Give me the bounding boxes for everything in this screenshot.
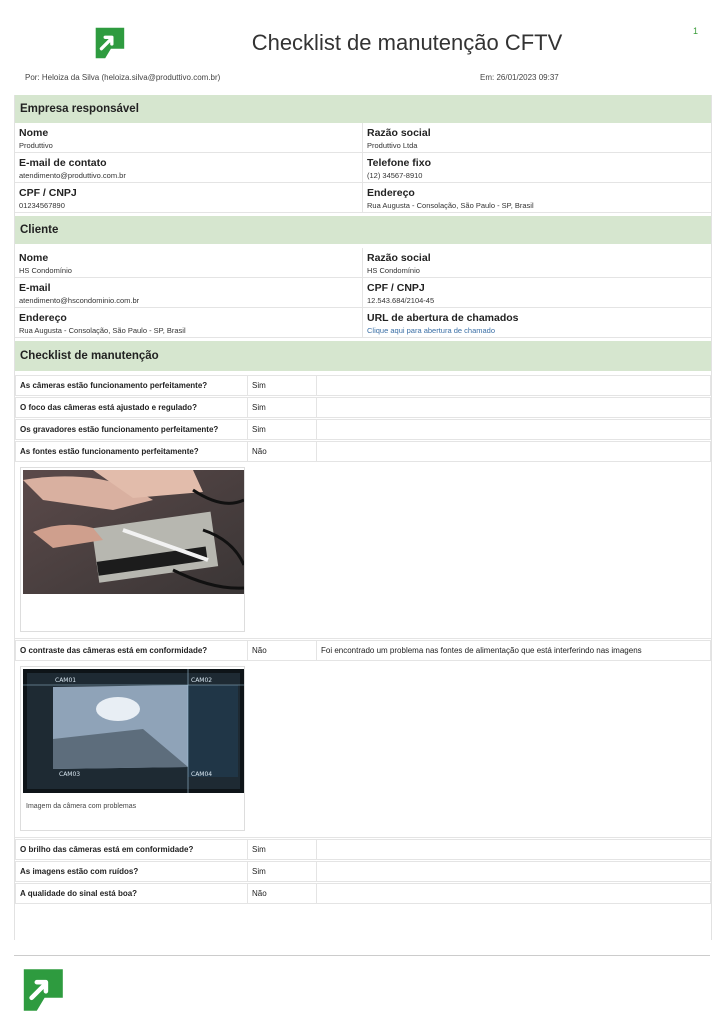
checklist-question: O brilho das câmeras está em conformidade?: [15, 839, 248, 860]
checklist-question: O contraste das câmeras está em conformidade?: [15, 640, 248, 661]
report-body: [14, 95, 712, 940]
field-label: Telefone fixo: [367, 157, 431, 169]
footer-divider: [14, 955, 710, 956]
photo-card: [20, 467, 245, 632]
field-label: Razão social: [367, 252, 431, 264]
field-label: Razão social: [367, 127, 431, 139]
checklist-question: A qualidade do sinal está boa?: [15, 883, 248, 904]
empresa-fields: [15, 123, 711, 213]
checklist-answer: Sim: [248, 839, 317, 860]
power-supply-photo[interactable]: [23, 470, 244, 594]
field-value: 12.543.684/2104-45: [367, 296, 435, 305]
empresa-telefone: [363, 153, 711, 183]
field-label: E-mail de contato: [19, 157, 107, 169]
field-label: CPF / CNPJ: [19, 187, 77, 199]
checklist-row: [15, 441, 711, 462]
field-label: Endereço: [19, 312, 67, 324]
checklist-question: Os gravadores estão funcionamento perfeitamente?: [15, 419, 248, 440]
checklist-question: O foco das câmeras está ajustado e regulado?: [15, 397, 248, 418]
author-line: Por: Heloiza da Silva (heloiza.silva@produttivo.com.br): [25, 73, 221, 82]
field-value: HS Condomínio: [367, 266, 420, 275]
field-value: (12) 34567-8910: [367, 171, 423, 180]
empresa-nome: [15, 123, 363, 153]
produttivo-logo: [90, 24, 128, 62]
checklist-answer: Não: [248, 441, 317, 462]
cam-label: CAM03: [59, 771, 81, 778]
section-empresa-header: Empresa responsável: [15, 95, 711, 123]
checklist-answer: Não: [248, 883, 317, 904]
checklist-question: As fontes estão funcionamento perfeitamente?: [15, 441, 248, 462]
empresa-razao-social: [363, 123, 711, 153]
cliente-url-chamados: [363, 308, 711, 338]
checklist-answer: Sim: [248, 861, 317, 882]
date-line: Em: 26/01/2023 09:37: [480, 73, 559, 82]
cliente-razao-social: [363, 248, 711, 278]
checklist-answer: Sim: [248, 419, 317, 440]
cliente-endereco: [15, 308, 363, 338]
document-title: Checklist de manutenção CFTV: [251, 30, 563, 55]
empresa-email: [15, 153, 363, 183]
chamado-link[interactable]: Clique aqui para abertura de chamado: [367, 326, 496, 335]
checklist-row: [15, 419, 711, 440]
checklist-answer: Sim: [248, 397, 317, 418]
field-label: E-mail: [19, 282, 51, 294]
cliente-nome: [15, 248, 363, 278]
field-value: Rua Augusta - Consolação, São Paulo - SP, Brasil: [19, 326, 186, 335]
cliente-cpf-cnpj: [363, 278, 711, 308]
checklist-comment: [317, 883, 711, 904]
checklist-comment: [317, 861, 711, 882]
checklist-comment: [317, 375, 711, 396]
cam-label: CAM04: [191, 771, 213, 778]
cam-label: CAM01: [55, 677, 77, 684]
field-value: atendimento@hscondominio.com.br: [19, 296, 140, 305]
camera-monitor-photo[interactable]: [23, 669, 244, 793]
checklist-answer: Não: [248, 640, 317, 661]
checklist-question: As câmeras estão funcionamento perfeitamente?: [15, 375, 248, 396]
checklist-row: [15, 861, 711, 882]
checklist-comment: Foi encontrado um problema nas fontes de alimentação que está interferindo nas imagens: [317, 640, 711, 661]
field-value: Produttivo Ltda: [367, 141, 418, 150]
checklist-comment: [317, 419, 711, 440]
field-value: Produttivo: [19, 141, 53, 150]
checklist-answer: Sim: [248, 375, 317, 396]
field-value: HS Condomínio: [19, 266, 72, 275]
section-cliente-header: Cliente: [15, 216, 711, 244]
field-label: CPF / CNPJ: [367, 282, 425, 294]
checklist-question: As imagens estão com ruídos?: [15, 861, 248, 882]
section-checklist-header: Checklist de manutenção: [15, 341, 711, 371]
cliente-email: [15, 278, 363, 308]
field-value: atendimento@produttivo.com.br: [19, 171, 126, 180]
field-value: Rua Augusta - Consolação, São Paulo - SP, Brasil: [367, 201, 534, 210]
checklist-comment: [317, 441, 711, 462]
field-label: Endereço: [367, 187, 415, 199]
cliente-fields: [15, 248, 711, 338]
checklist-comment: [317, 839, 711, 860]
photo-caption: Imagem da câmera com problemas: [26, 803, 137, 810]
field-label: Nome: [19, 252, 49, 264]
checklist-row: [15, 883, 711, 904]
photo-card: [20, 666, 245, 831]
checklist-row: [15, 397, 711, 418]
checklist-row: [15, 839, 711, 860]
produttivo-footer-logo: [16, 964, 68, 1016]
checklist-row: [15, 640, 711, 661]
photo-attachment-block: [15, 661, 711, 838]
field-label: URL de abertura de chamados: [367, 312, 519, 324]
empresa-cpf-cnpj: [15, 183, 363, 213]
field-label: Nome: [19, 127, 49, 139]
empresa-endereco: [363, 183, 711, 213]
photo-attachment-block: [15, 462, 711, 639]
page-number: 1: [692, 26, 698, 36]
cam-label: CAM02: [191, 677, 213, 684]
checklist-row: [15, 375, 711, 396]
field-value: 01234567890: [19, 201, 65, 210]
checklist-comment: [317, 397, 711, 418]
